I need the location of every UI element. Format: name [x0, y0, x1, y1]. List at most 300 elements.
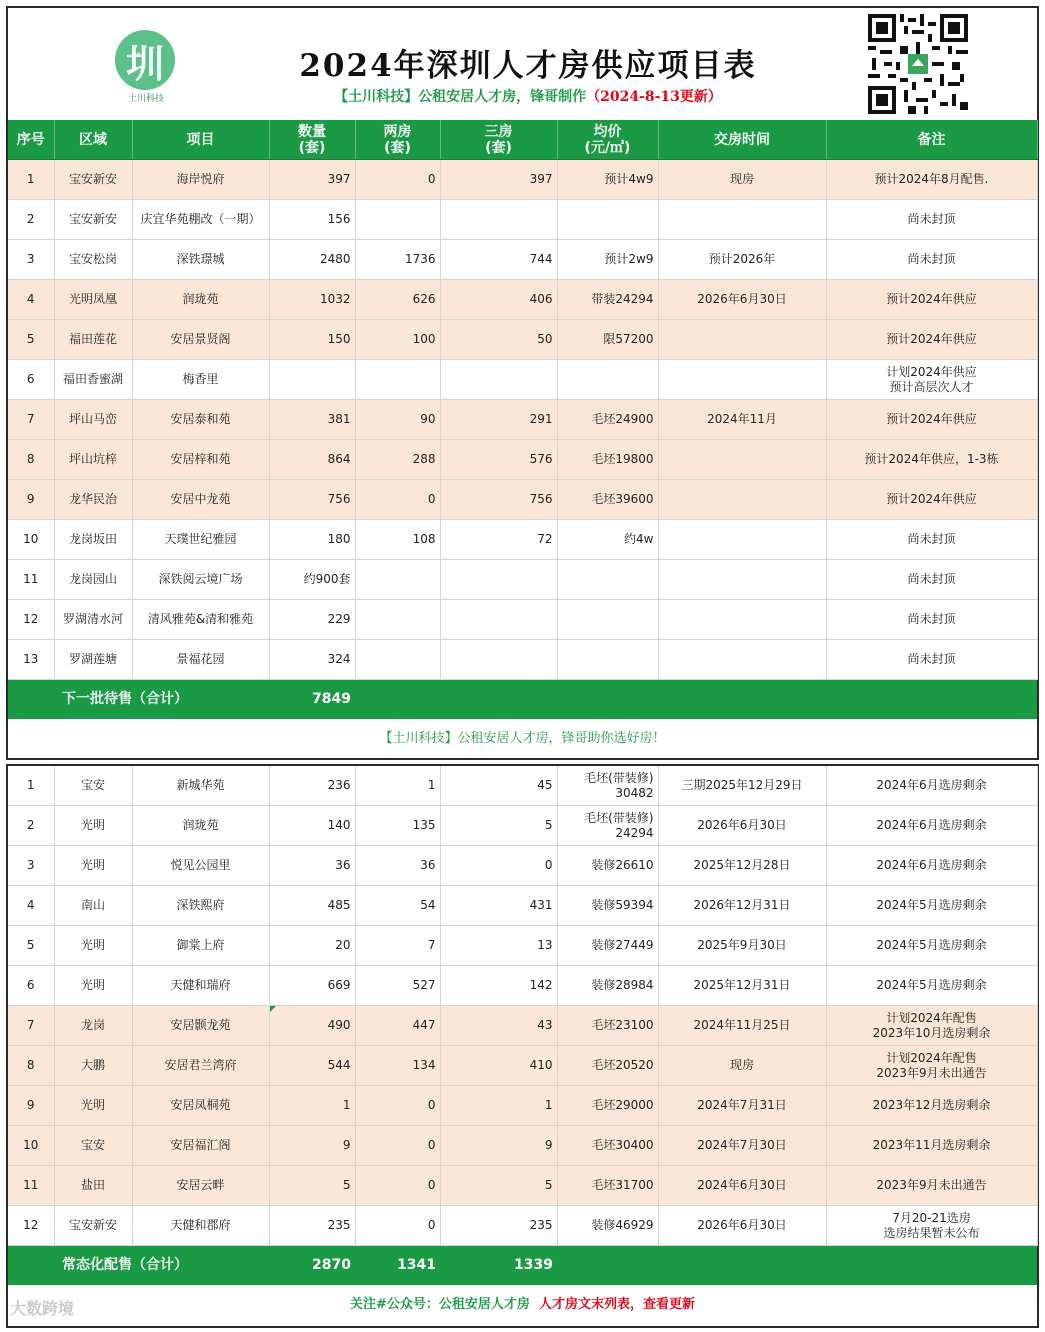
header-project: 项目 — [132, 120, 269, 160]
cell-delivery — [658, 360, 826, 400]
cell-three: 406 — [440, 280, 557, 320]
cell-project: 安居福汇阁 — [132, 1126, 269, 1166]
cell-price: 毛坯19800 — [557, 440, 658, 480]
cell-notes: 尚未封顶 — [826, 200, 1037, 240]
cell-district: 宝安新安 — [54, 1206, 132, 1246]
table-row — [8, 160, 1037, 200]
cell-notes: 2023年11月选房剩余 — [826, 1126, 1037, 1166]
table-total-row — [8, 1246, 1037, 1286]
header-two-a: 两房 — [383, 123, 412, 140]
cell-two — [355, 560, 440, 600]
cell-delivery — [658, 520, 826, 560]
cell-delivery: 2024年7月30日 — [658, 1126, 826, 1166]
cell-count: 669 — [269, 966, 355, 1006]
cell-delivery — [658, 600, 826, 640]
cell-comment-marker — [270, 1006, 276, 1012]
cell-three — [440, 360, 557, 400]
cell-project: 新城华苑 — [132, 766, 269, 806]
table-row — [8, 886, 1037, 926]
cell-two — [355, 600, 440, 640]
cell-district: 罗湖清水河 — [54, 600, 132, 640]
cell-count: 1032 — [269, 280, 355, 320]
cell-seq: 2 — [8, 200, 54, 240]
cell-count: 324 — [269, 640, 355, 680]
cell-price — [557, 806, 658, 846]
cell-project: 海岸悦府 — [132, 160, 269, 200]
cell-count: 180 — [269, 520, 355, 560]
cell-count: 36 — [269, 846, 355, 886]
cell-two — [355, 640, 440, 680]
cell-three: 397 — [440, 160, 557, 200]
cell-seq: 6 — [8, 360, 54, 400]
header-notes: 备注 — [826, 120, 1037, 160]
cell-price: 装修27449 — [557, 926, 658, 966]
cell-price — [557, 640, 658, 680]
total-two — [355, 680, 440, 720]
cell-three: 576 — [440, 440, 557, 480]
header-three-a: 三房 — [484, 123, 513, 140]
cell-delivery: 2024年7月31日 — [658, 1086, 826, 1126]
cell-seq: 3 — [8, 240, 54, 280]
cell-seq: 8 — [8, 1046, 54, 1086]
cell-count: 235 — [269, 1206, 355, 1246]
cell-count: 140 — [269, 806, 355, 846]
cell-three — [440, 640, 557, 680]
cell-delivery: 现房 — [658, 160, 826, 200]
cell-count: 20 — [269, 926, 355, 966]
cell-price: 限57200 — [557, 320, 658, 360]
cell-count: 490 — [269, 1006, 355, 1046]
cell-project: 景福花园 — [132, 640, 269, 680]
cell-three: 142 — [440, 966, 557, 1006]
cell-district: 坪山马峦 — [54, 400, 132, 440]
cell-project: 安居云畔 — [132, 1166, 269, 1206]
cell-price-line2: 24294 — [615, 825, 654, 840]
cell-project: 安居景贤阁 — [132, 320, 269, 360]
cell-price — [557, 600, 658, 640]
cell-two: 626 — [355, 280, 440, 320]
cell-delivery: 2025年12月28日 — [658, 846, 826, 886]
cell-notes — [826, 360, 1037, 400]
header-three-b: (套) — [485, 139, 512, 156]
cell-price: 装修26610 — [557, 846, 658, 886]
cell-two: 90 — [355, 400, 440, 440]
cell-district: 光明 — [54, 1086, 132, 1126]
cell-notes: 预计2024年供应 — [826, 400, 1037, 440]
cell-count: 236 — [269, 766, 355, 806]
cell-district: 坪山坑梓 — [54, 440, 132, 480]
qr-code-icon — [868, 14, 968, 114]
footer-follow-green: 关注#公众号：公租安居人才房 — [350, 1297, 530, 1312]
subtitle-date: （2024-8-13更新） — [586, 89, 722, 105]
table-row — [8, 200, 1037, 240]
table-row — [8, 1126, 1037, 1166]
cell-three: 1 — [440, 1086, 557, 1126]
cell-seq: 3 — [8, 846, 54, 886]
cell-price: 毛坯23100 — [557, 1006, 658, 1046]
header-district: 区域 — [54, 120, 132, 160]
cell-delivery: 2024年6月30日 — [658, 1166, 826, 1206]
cell-notes: 尚未封顶 — [826, 600, 1037, 640]
header-price-a: 均价 — [593, 123, 622, 140]
cell-notes: 尚未封顶 — [826, 560, 1037, 600]
cell-count: 229 — [269, 600, 355, 640]
cell-three: 72 — [440, 520, 557, 560]
cell-price: 毛坯29000 — [557, 1086, 658, 1126]
header-delivery: 交房时间 — [658, 120, 826, 160]
cell-count: 9 — [269, 1126, 355, 1166]
cell-two: 100 — [355, 320, 440, 360]
cell-two: 527 — [355, 966, 440, 1006]
cell-three: 43 — [440, 1006, 557, 1046]
cell-seq: 12 — [8, 1206, 54, 1246]
cell-notes-line1: 计划2024年配售 — [886, 1050, 977, 1065]
total-three: 1339 — [440, 1246, 557, 1286]
cell-district: 光明 — [54, 806, 132, 846]
cell-district: 福田香蜜湖 — [54, 360, 132, 400]
cell-seq: 2 — [8, 806, 54, 846]
cell-three: 9 — [440, 1126, 557, 1166]
cell-two: 36 — [355, 846, 440, 886]
cell-notes-line2: 选房结果暂未公布 — [883, 1225, 980, 1240]
cell-count: 150 — [269, 320, 355, 360]
table-row — [8, 320, 1037, 360]
cell-price — [557, 200, 658, 240]
table-row — [8, 1166, 1037, 1206]
header-count-b: (套) — [298, 139, 326, 156]
cell-delivery: 现房 — [658, 1046, 826, 1086]
cell-delivery: 2024年11月25日 — [658, 1006, 826, 1046]
cell-notes: 2024年6月选房剩余 — [826, 766, 1037, 806]
cell-seq: 4 — [8, 280, 54, 320]
logo — [115, 30, 175, 90]
cell-notes: 预计2024年8月配售. — [826, 160, 1037, 200]
cell-three: 45 — [440, 766, 557, 806]
cell-district: 光明 — [54, 926, 132, 966]
cell-project: 悦见公园里 — [132, 846, 269, 886]
cell-three: 756 — [440, 480, 557, 520]
table-row — [8, 766, 1037, 806]
cell-notes: 2024年5月选房剩余 — [826, 966, 1037, 1006]
cell-price-line1: 毛坯(带装修) — [584, 810, 654, 825]
cell-delivery: 2026年12月31日 — [658, 886, 826, 926]
header-count — [269, 120, 355, 160]
page-title: 2024年深圳人才房供应项目表 — [299, 48, 757, 84]
cell-price-line1: 毛坯(带装修) — [584, 770, 654, 785]
cell-two: 135 — [355, 806, 440, 846]
cell-price: 装修28984 — [557, 966, 658, 1006]
cell-project: 御棠上府 — [132, 926, 269, 966]
cell-seq: 9 — [8, 1086, 54, 1126]
cell-notes-line1: 计划2024年供应 — [886, 364, 977, 379]
cell-delivery: 2025年12月31日 — [658, 966, 826, 1006]
cell-count: 756 — [269, 480, 355, 520]
cell-project: 安居君兰湾府 — [132, 1046, 269, 1086]
cell-two: 0 — [355, 1086, 440, 1126]
cell-notes: 尚未封顶 — [826, 520, 1037, 560]
cell-project: 安居中龙苑 — [132, 480, 269, 520]
header-seq: 序号 — [8, 120, 54, 160]
total-count: 7849 — [269, 680, 355, 720]
total-count: 2870 — [269, 1246, 355, 1286]
table-row — [8, 600, 1037, 640]
cell-project: 天璞世纪雅园 — [132, 520, 269, 560]
cell-notes: 预计2024年供应，1-3栋 — [826, 440, 1037, 480]
header-price — [557, 120, 658, 160]
cell-two: 0 — [355, 1166, 440, 1206]
cell-district: 龙岗园山 — [54, 560, 132, 600]
cell-delivery: 2026年6月30日 — [658, 806, 826, 846]
cell-price: 预计4w9 — [557, 160, 658, 200]
cell-three: 0 — [440, 846, 557, 886]
footer-follow-red: 人才房文末列表，查看更新 — [538, 1297, 695, 1312]
table-row — [8, 1086, 1037, 1126]
cell-two: 0 — [355, 480, 440, 520]
cell-count — [269, 360, 355, 400]
cell-notes: 2024年5月选房剩余 — [826, 886, 1037, 926]
cell-district: 宝安新安 — [54, 160, 132, 200]
cell-notes: 预计2024年供应 — [826, 320, 1037, 360]
cell-project: 庆宜华苑棚改（一期） — [132, 200, 269, 240]
cell-delivery: 三期2025年12月29日 — [658, 766, 826, 806]
cell-delivery: 预计2026年 — [658, 240, 826, 280]
cell-seq: 11 — [8, 1166, 54, 1206]
regular-sale-table — [8, 766, 1038, 1285]
cell-three: 431 — [440, 886, 557, 926]
header-two — [355, 120, 440, 160]
cell-three: 5 — [440, 1166, 557, 1206]
footer-follow — [10, 1286, 1035, 1324]
cell-district: 南山 — [54, 886, 132, 926]
cell-delivery: 2024年11月 — [658, 400, 826, 440]
cell-notes: 2024年6月选房剩余 — [826, 806, 1037, 846]
cell-notes: 2023年9月未出通告 — [826, 1166, 1037, 1206]
cell-notes: 尚未封顶 — [826, 240, 1037, 280]
cell-delivery — [658, 560, 826, 600]
cell-district: 光明 — [54, 966, 132, 1006]
cell-price: 毛坯20520 — [557, 1046, 658, 1086]
cell-notes: 尚未封顶 — [826, 640, 1037, 680]
cell-three: 5 — [440, 806, 557, 846]
cell-three — [440, 600, 557, 640]
cell-notes-line1: 7月20-21选房 — [892, 1210, 971, 1225]
table-row — [8, 440, 1037, 480]
cell-two: 1736 — [355, 240, 440, 280]
cell-notes-line2: 2023年10月选房剩余 — [872, 1025, 991, 1040]
cell-seq: 11 — [8, 560, 54, 600]
cell-district: 福田莲花 — [54, 320, 132, 360]
cell-notes: 2024年6月选房剩余 — [826, 846, 1037, 886]
cell-three: 50 — [440, 320, 557, 360]
footer-slogan: 【土川科技】公租安居人才房，锋哥助你选好房！ — [10, 720, 1035, 758]
cell-project: 安居颢龙苑 — [132, 1006, 269, 1046]
table-row — [8, 400, 1037, 440]
header-two-b: (套) — [384, 139, 411, 156]
cell-three — [440, 200, 557, 240]
total-filler — [557, 1246, 1037, 1286]
cell-price: 约4w — [557, 520, 658, 560]
watermark: 大数跨境 — [10, 1299, 75, 1318]
cell-project: 天健和瑞府 — [132, 966, 269, 1006]
subtitle-green: 【土川科技】公租安居人才房，锋哥制作 — [334, 89, 587, 105]
cell-project: 深铁阅云境广场 — [132, 560, 269, 600]
cell-notes-line1: 计划2024年配售 — [886, 1010, 977, 1025]
cell-seq: 13 — [8, 640, 54, 680]
cell-district: 宝安松岗 — [54, 240, 132, 280]
cell-project: 天健和郡府 — [132, 1206, 269, 1246]
cell-delivery: 2025年9月30日 — [658, 926, 826, 966]
table-row — [8, 926, 1037, 966]
cell-two: 447 — [355, 1006, 440, 1046]
upcoming-supply-table — [8, 120, 1038, 719]
header-three — [440, 120, 557, 160]
cell-project: 安居泰和苑 — [132, 400, 269, 440]
cell-price: 装修59394 — [557, 886, 658, 926]
cell-seq: 12 — [8, 600, 54, 640]
cell-price: 毛坯31700 — [557, 1166, 658, 1206]
table-row — [8, 1206, 1037, 1246]
logo-char: 圳 — [125, 40, 164, 86]
cell-seq: 6 — [8, 966, 54, 1006]
cell-seq: 4 — [8, 886, 54, 926]
cell-project: 润珑苑 — [132, 806, 269, 846]
cell-two: 7 — [355, 926, 440, 966]
header-count-a: 数量 — [298, 123, 326, 140]
cell-delivery — [658, 200, 826, 240]
cell-project: 深铁熙府 — [132, 886, 269, 926]
cell-district: 罗湖莲塘 — [54, 640, 132, 680]
cell-three: 744 — [440, 240, 557, 280]
cell-count: 381 — [269, 400, 355, 440]
cell-notes: 预计2024年供应 — [826, 280, 1037, 320]
table-row — [8, 520, 1037, 560]
cell-notes — [826, 1046, 1037, 1086]
cell-seq: 7 — [8, 1006, 54, 1046]
table-row — [8, 806, 1037, 846]
cell-two: 1 — [355, 766, 440, 806]
cell-count: 2480 — [269, 240, 355, 280]
cell-seq: 7 — [8, 400, 54, 440]
table-header-row — [8, 120, 1037, 160]
table-row — [8, 640, 1037, 680]
cell-delivery — [658, 640, 826, 680]
cell-district: 龙华民治 — [54, 480, 132, 520]
cell-seq: 1 — [8, 766, 54, 806]
cell-three: 13 — [440, 926, 557, 966]
cell-seq: 5 — [8, 926, 54, 966]
cell-district: 宝安 — [54, 1126, 132, 1166]
cell-count: 5 — [269, 1166, 355, 1206]
cell-price: 预计2w9 — [557, 240, 658, 280]
cell-count: 397 — [269, 160, 355, 200]
cell-project: 润珑苑 — [132, 280, 269, 320]
cell-two: 288 — [355, 440, 440, 480]
cell-district: 盐田 — [54, 1166, 132, 1206]
cell-delivery — [658, 480, 826, 520]
cell-count: 约900套 — [269, 560, 355, 600]
cell-two — [355, 360, 440, 400]
cell-three: 235 — [440, 1206, 557, 1246]
cell-price: 毛坯30400 — [557, 1126, 658, 1166]
cell-two: 0 — [355, 1206, 440, 1246]
cell-seq: 8 — [8, 440, 54, 480]
cell-seq: 10 — [8, 1126, 54, 1166]
table-row — [8, 966, 1037, 1006]
cell-count: 1 — [269, 1086, 355, 1126]
header — [8, 8, 1037, 120]
cell-delivery — [658, 440, 826, 480]
table-row — [8, 280, 1037, 320]
cell-seq: 1 — [8, 160, 54, 200]
cell-price-line2: 30482 — [615, 785, 654, 800]
total-label: 常态化配售（合计） — [8, 1246, 269, 1286]
total-filler — [557, 680, 1037, 720]
cell-price: 毛坯24900 — [557, 400, 658, 440]
cell-count: 864 — [269, 440, 355, 480]
total-label: 下一批待售（合计） — [8, 680, 269, 720]
cell-district: 宝安 — [54, 766, 132, 806]
cell-district: 光明 — [54, 846, 132, 886]
cell-notes-line2: 2023年9月未出通告 — [876, 1065, 987, 1080]
cell-price — [557, 560, 658, 600]
cell-notes: 预计2024年供应 — [826, 480, 1037, 520]
cell-three: 291 — [440, 400, 557, 440]
cell-two: 0 — [355, 1126, 440, 1166]
cell-notes: 2023年12月选房剩余 — [826, 1086, 1037, 1126]
cell-notes — [826, 1006, 1037, 1046]
cell-district: 龙岗 — [54, 1006, 132, 1046]
table-row — [8, 560, 1037, 600]
cell-notes — [826, 1206, 1037, 1246]
cell-project: 安居凤桐苑 — [132, 1086, 269, 1126]
header-price-b: (元/㎡) — [584, 139, 631, 156]
cell-two: 108 — [355, 520, 440, 560]
cell-two — [355, 200, 440, 240]
logo-subtitle: 土川科技 — [127, 94, 164, 104]
cell-price: 毛坯39600 — [557, 480, 658, 520]
cell-seq: 9 — [8, 480, 54, 520]
cell-project: 梅香里 — [132, 360, 269, 400]
cell-price — [557, 360, 658, 400]
cell-two: 0 — [355, 160, 440, 200]
cell-count: 485 — [269, 886, 355, 926]
cell-price: 带装24294 — [557, 280, 658, 320]
cell-district: 大鹏 — [54, 1046, 132, 1086]
table-row — [8, 1046, 1037, 1086]
cell-price: 装修46929 — [557, 1206, 658, 1246]
cell-seq: 5 — [8, 320, 54, 360]
total-three — [440, 680, 557, 720]
page-subtitle — [208, 86, 848, 106]
cell-count: 544 — [269, 1046, 355, 1086]
cell-project: 安居梓和苑 — [132, 440, 269, 480]
cell-delivery: 2026年6月30日 — [658, 1206, 826, 1246]
cell-price — [557, 766, 658, 806]
cell-project: 清风雅苑&清和雅苑 — [132, 600, 269, 640]
cell-two: 134 — [355, 1046, 440, 1086]
table-row — [8, 480, 1037, 520]
cell-delivery — [658, 320, 826, 360]
cell-delivery: 2026年6月30日 — [658, 280, 826, 320]
table-row — [8, 360, 1037, 400]
cell-count: 156 — [269, 200, 355, 240]
table-total-row — [8, 680, 1037, 720]
cell-three — [440, 560, 557, 600]
total-two: 1341 — [355, 1246, 440, 1286]
table-row — [8, 1006, 1037, 1046]
cell-notes: 2024年5月选房剩余 — [826, 926, 1037, 966]
cell-three: 410 — [440, 1046, 557, 1086]
